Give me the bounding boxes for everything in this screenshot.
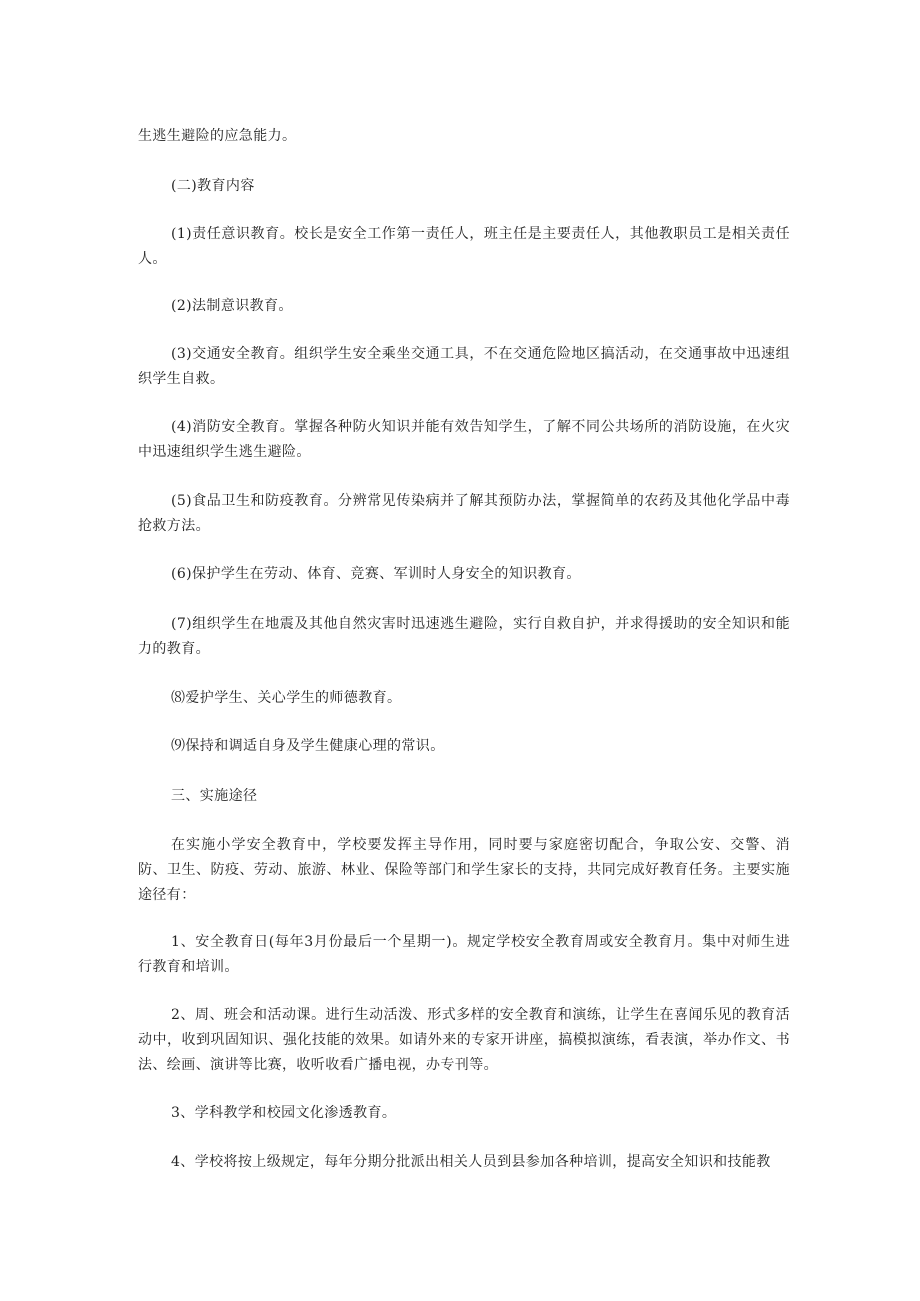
way-1-safety-day: 1、安全教育日(每年3月份最后一个星期一)。规定学校安全教育周或安全教育月。集中对师生进行教育和培训。 <box>138 934 790 975</box>
section-heading-implementation: 三、实施途径 <box>171 788 258 804</box>
way-4-training: 4、学校将按上级规定，每年分期分批派出相关人员到县参加各种培训，提高安全知识和技能教 <box>171 1154 771 1170</box>
way-2-class-meetings: 2、周、班会和活动课。进行生动活泼、形式多样的安全教育和演练，让学生在喜闻乐见的教育活动中，收到巩固知识、强化技能的效果。如请外来的专家开讲座，搞模拟演练，看表演，举办作文、书法、绘画、演讲等比赛，收听收看广播电视，办专刊等。 <box>138 1007 790 1073</box>
way-3-subject-teaching: 3、学科教学和校园文化渗透教育。 <box>171 1105 397 1121</box>
item-7-disaster: (7)组织学生在地震及其他自然灾害时迅速逃生避险，实行自救自护，并求得援助的安全知识和能力的教育。 <box>138 616 790 657</box>
item-2-legal: (2)法制意识教育。 <box>171 298 293 314</box>
section-heading-education-content: (二)教育内容 <box>171 178 255 194</box>
item-8-ethics: ⑻爱护学生、关心学生的师德教育。 <box>171 690 402 706</box>
item-1-responsibility: (1)责任意识教育。校长是安全工作第一责任人，班主任是主要责任人，其他教职员工是相关责任人。 <box>138 226 790 267</box>
item-9-psychology: ⑼保持和调适自身及学生健康心理的常识。 <box>171 738 445 754</box>
item-3-traffic: (3)交通安全教育。组织学生安全乘坐交通工具，不在交通危险地区搞活动，在交通事故中迅速组织学生自救。 <box>138 346 790 387</box>
paragraph-continuation: 生逃生避险的应急能力。 <box>138 128 297 144</box>
implementation-intro: 在实施小学安全教育中，学校要发挥主导作用，同时要与家庭密切配合，争取公安、交警、消防、卫生、防疫、劳动、旅游、林业、保险等部门和学生家长的支持，共同完成好教育任务。主要实施途径有： <box>138 837 790 903</box>
item-6-labor-safety: (6)保护学生在劳动、体育、竞赛、军训时人身安全的知识教育。 <box>171 566 581 582</box>
item-5-food-hygiene: (5)食品卫生和防疫教育。分辨常见传染病并了解其预防办法，掌握简单的农药及其他化学品中毒抢救方法。 <box>138 493 790 534</box>
item-4-fire: (4)消防安全教育。掌握各种防火知识并能有效告知学生，了解不同公共场所的消防设施，在火灾中迅速组织学生逃生避险。 <box>138 419 790 460</box>
